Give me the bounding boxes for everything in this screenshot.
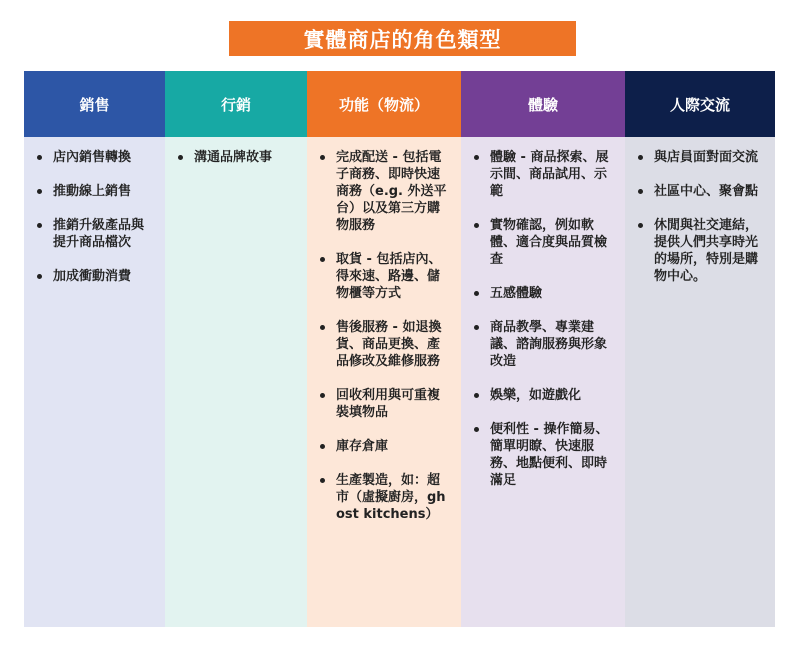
column-body-social — [625, 137, 775, 627]
column-body-marketing — [165, 137, 307, 627]
item-list-sales — [36, 149, 155, 285]
list-item: 便利性 - 操作簡易、簡單明瞭、快速服務、地點便利、即時滿足 — [473, 421, 615, 489]
list-item: 休閒與社交連結，提供人們共享時光的場所，特別是購物中心。 — [637, 217, 765, 285]
diagram-title: 實體商店的角色類型 — [229, 21, 576, 56]
item-list-marketing — [177, 149, 297, 166]
column-body-experience — [461, 137, 625, 627]
item-list-experience — [473, 149, 615, 489]
column-body-sales — [24, 137, 165, 627]
list-item: 庫存倉庫 — [319, 438, 451, 455]
list-item: 商品教學、專業建議、諮詢服務與形象改造 — [473, 319, 615, 370]
role-columns — [24, 71, 775, 627]
list-item: 生產製造，如：超市（虛擬廚房，ghost kitchens） — [319, 472, 451, 523]
item-list-social — [637, 149, 765, 285]
list-item: 店內銷售轉換 — [36, 149, 155, 166]
list-item: 取貨 - 包括店內、得來速、路邊、儲物櫃等方式 — [319, 251, 451, 302]
list-item: 完成配送 - 包括電子商務、即時快速商務（e.g. 外送平台）以及第三方購物服務 — [319, 149, 451, 234]
list-item: 推動線上銷售 — [36, 183, 155, 200]
column-social — [625, 71, 775, 627]
column-header-experience: 體驗 — [461, 71, 625, 137]
list-item: 回收利用與可重複裝填物品 — [319, 387, 451, 421]
item-list-function — [319, 149, 451, 523]
list-item: 娛樂，如遊戲化 — [473, 387, 615, 404]
column-function — [307, 71, 461, 627]
column-sales — [24, 71, 165, 627]
list-item: 社區中心、聚會點 — [637, 183, 765, 200]
list-item: 體驗 - 商品探索、展示間、商品試用、示範 — [473, 149, 615, 200]
list-item: 溝通品牌故事 — [177, 149, 297, 166]
list-item: 實物確認，例如軟體、適合度與品質檢查 — [473, 217, 615, 268]
list-item: 售後服務 - 如退換貨、商品更換、產品修改及維修服務 — [319, 319, 451, 370]
column-marketing — [165, 71, 307, 627]
column-header-sales: 銷售 — [24, 71, 165, 137]
list-item: 五感體驗 — [473, 285, 615, 302]
list-item: 加成衝動消費 — [36, 268, 155, 285]
list-item: 推銷升級產品與提升商品檔次 — [36, 217, 155, 251]
column-header-marketing: 行銷 — [165, 71, 307, 137]
list-item: 與店員面對面交流 — [637, 149, 765, 166]
column-header-social: 人際交流 — [625, 71, 775, 137]
column-header-function: 功能（物流） — [307, 71, 461, 137]
column-body-function — [307, 137, 461, 627]
column-experience — [461, 71, 625, 627]
